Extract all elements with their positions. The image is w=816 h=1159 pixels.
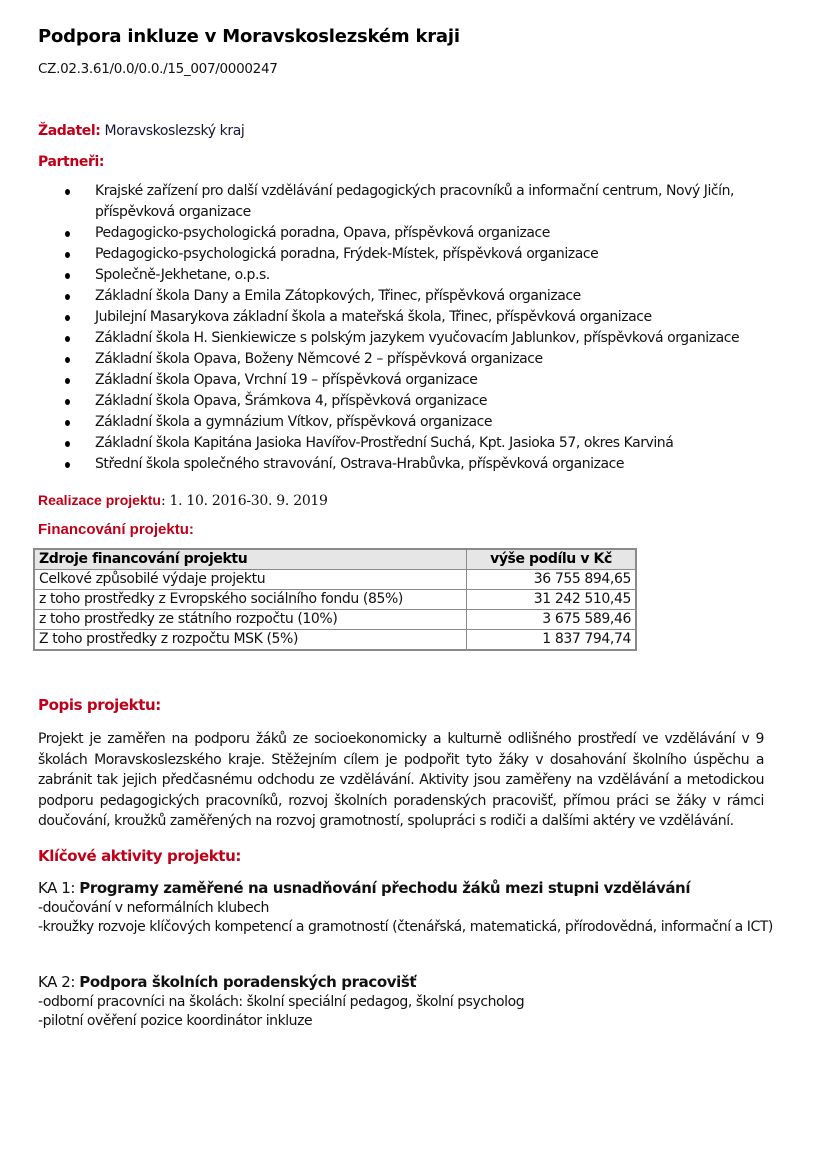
list-item: Základní škola Opava, Šrámkova 4, příspěvková organizace: [95, 391, 775, 412]
column-header-amount: výše podílu v Kč: [467, 549, 637, 570]
source-cell: z toho prostředky ze státního rozpočtu (10%): [34, 610, 467, 630]
realization-line: [38, 489, 778, 512]
list-item: Základní škola a gymnázium Vítkov, příspěvková organizace: [95, 412, 775, 433]
activity-line: -kroužky rozvoje klíčových kompetencí a gramotností (čtenářská, matematická, přírodovědná, informační a ICT): [38, 918, 773, 935]
list-item: Společně-Jekhetane, o.p.s.: [95, 265, 775, 286]
registration-code: CZ.02.3.61/0.0/0.0./15_007/0000247: [38, 61, 278, 77]
list-item: Krajské zařízení pro další vzdělávání pedagogických pracovníků a informační centrum, Nový Jičín, příspěvková organizace: [95, 181, 775, 223]
financing-heading: Financování projektu:: [38, 521, 194, 538]
amount-cell: 1 837 794,74: [467, 630, 637, 651]
financing-table: [33, 548, 637, 651]
activity-title: Podpora školních poradenských pracovišť: [79, 972, 417, 991]
key-activity-1: [38, 879, 778, 937]
applicant-value: Moravskoslezský kraj: [104, 123, 245, 139]
source-cell: Celkové způsobilé výdaje projektu: [34, 570, 467, 590]
applicant-line: [38, 121, 778, 141]
list-item: Pedagogicko-psychologická poradna, Opava, příspěvková organizace: [95, 223, 775, 244]
page-title: Podpora inkluze v Moravskoslezském kraji: [38, 26, 460, 47]
partners-list: [38, 181, 775, 475]
activity-line: -doučování v neformálních klubech: [38, 899, 269, 916]
activity-line: -odborní pracovníci na školách: školní speciální pedagog, školní psycholog: [38, 993, 525, 1010]
table-row: [34, 610, 636, 630]
column-header-source: Zdroje financování projektu: [34, 549, 467, 570]
realization-dates: : 1. 10. 2016-30. 9. 2019: [160, 493, 328, 509]
activity-line: -pilotní ověření pozice koordinátor inkluze: [38, 1012, 313, 1029]
amount-cell: 36 755 894,65: [467, 570, 637, 590]
list-item: Základní škola Opava, Boženy Němcové 2 – příspěvková organizace: [95, 349, 775, 370]
activity-label: KA 2:: [38, 972, 80, 991]
source-cell: Z toho prostředky z rozpočtu MSK (5%): [34, 630, 467, 651]
applicant-label: Žadatel:: [38, 123, 101, 139]
realization-label: Realizace projektu: [38, 492, 161, 508]
key-activities-heading: Klíčové aktivity projektu:: [38, 846, 241, 865]
description-text: Projekt je zaměřen na podporu žáků ze socioekonomicky a kulturně odlišného prostředí ve vzdělávání v 9 školách Moravskoslezského kraje. Stěžejním cílem je podpořit tyto žáky v dosahování školního úspěchu a zabránit tak jejich předčasnému odchodu ze vzdělávání. Aktivity jsou zaměřeny na vzdělávání a metodickou podporu pedagogických pracovníků, rozvoj školních poradenských pracovišť, přímou práci se žáky v rámci doučování, kroužků zaměřených na rozvoj gramotností, spolupráci s rodiči a dalšími aktéry ve vzdělávání.: [38, 731, 764, 829]
list-item: Střední škola společného stravování, Ostrava-Hrabůvka, příspěvková organizace: [95, 454, 775, 475]
table-row: [34, 570, 636, 590]
key-activity-2: [38, 973, 778, 1031]
source-cell: z toho prostředky z Evropského sociálního fondu (85%): [34, 590, 467, 610]
list-item: Základní škola Kapitána Jasioka Havířov-Prostřední Suchá, Kpt. Jasioka 57, okres Karviná: [95, 433, 775, 454]
table-row: [34, 630, 636, 651]
list-item: Základní škola H. Sienkiewicze s polským jazykem vyučovacím Jablunkov, příspěvková organizace: [95, 328, 775, 349]
amount-cell: 3 675 589,46: [467, 610, 637, 630]
document-page: [38, 24, 778, 1031]
partners-heading: Partneři:: [38, 154, 105, 170]
activity-title: Programy zaměřené na usnadňování přechodu žáků mezi stupni vzdělávání: [79, 878, 691, 897]
list-item: Pedagogicko-psychologická poradna, Frýdek-Místek, příspěvková organizace: [95, 244, 775, 265]
activity-label: KA 1:: [38, 878, 80, 897]
description-heading: Popis projektu:: [38, 696, 161, 714]
list-item: Základní škola Opava, Vrchní 19 – příspěvková organizace: [95, 370, 775, 391]
amount-cell: 31 242 510,45: [467, 590, 637, 610]
list-item: Jubilejní Masarykova základní škola a mateřská škola, Třinec, příspěvková organizace: [95, 307, 775, 328]
table-header-row: [34, 549, 636, 570]
list-item: Základní škola Dany a Emila Zátopkových, Třinec, příspěvková organizace: [95, 286, 775, 307]
table-row: [34, 590, 636, 610]
